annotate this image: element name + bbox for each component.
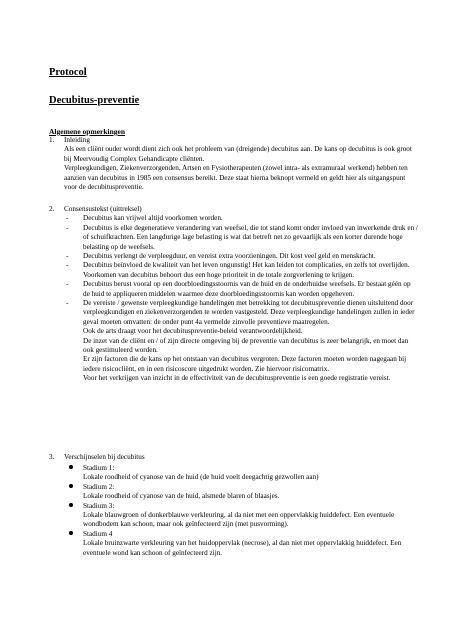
bullet-icon [69, 503, 73, 507]
bullet-icon [69, 465, 73, 469]
stadium-item [64, 530, 419, 558]
dash: - [66, 299, 69, 308]
list-item [64, 280, 419, 299]
stadium-desc: Lokale roodheid of cyanose van de huid (de huid voelt deegachtig gezwollen aan) [83, 473, 319, 482]
stadium-desc: Lokale roodheid of cyanose van de huid, alsmede blaren of blaasjes. [83, 492, 280, 501]
dash: - [66, 223, 69, 232]
list-item-text: Decubitus berust vooral op een doorbloedingsstoornis van de huid en de onderhuidse weefsels. Er bestaat géén op de huid te appliqueren middelen waarmee deze doorbloedingsstoornis kan worden opgeheven. [83, 280, 411, 298]
list-item-text: Decubitus kan vrijwel altijd voorkomen worden. [83, 214, 223, 223]
list-item-extra: Voor het verkrijgen van inzicht in de effectiviteit van de decubituspreventie is een goede registratie vereist. [83, 374, 391, 383]
list-item-text: Decubitus verlengt de verpleegduur, en vereist extra voorzieningen. Dit kost veel geld en menskracht. [83, 252, 376, 261]
section-label: Verschijnselen bij decubitus [64, 453, 145, 461]
stadium-name: Stadium 1: [83, 464, 115, 472]
section-number: 1. [49, 136, 55, 144]
stadium-name: Stadium 2: [83, 482, 115, 491]
list-item-extra: Ook de arts draagt voor het decubituspreventie-beleid verantwoordelijkheid. [83, 327, 303, 336]
list-item [64, 299, 419, 384]
section-label: Inleiding [64, 136, 90, 144]
stadium-name: Stadium 3: [83, 501, 115, 510]
section-heading: Algemene opmerkingen [49, 127, 126, 136]
paragraph: Als een cliënt ouder wordt dient zich ook het probleem van (dreigende) decubitus aan. De kans op decubitus is ook groot bij Meervoudig Complex Gehandicapte cliënten. [64, 145, 412, 163]
section-number: 3. [49, 453, 55, 461]
list-item [64, 261, 419, 280]
stadium-item [64, 464, 419, 483]
list-item [64, 214, 419, 223]
stadium-item [64, 502, 419, 530]
dash: - [66, 214, 69, 223]
list-item-extra: Er zijn factoren die de kans op het ontstaan van decubitus vergroten. Deze factoren moeten worden nagegaan bij iedere risicocliënt, en in een risicoscore uitgedrukt worden. Zie hiervoor risicomatrix. [83, 355, 407, 373]
section-body [64, 214, 419, 383]
bullet-icon [69, 484, 73, 488]
document-title: Protocol [49, 67, 87, 78]
list-item-text: Decubitus beïnvloed de kwaliteit van het leven ongunstig! Het kan leiden tot complicaties, en zelfs tot overlijden. Voorkomen van decubitus behoort dus een hoge prioriteit in de totale zorgverlening te krijgen. [83, 261, 410, 279]
section-label: Consensustekst (uittreksel) [64, 205, 142, 213]
dash: - [66, 261, 69, 270]
stadium-desc: Lokale bruinzwarte verkleuring van het huidoppervlak (necrose), al dan niet met oppervlakkig huiddefect. Een eventuele wond kan schoon of geïnfecteerd zijn. [83, 539, 402, 557]
dash: - [66, 252, 69, 261]
stadium-name: Stadium 4 [83, 529, 113, 538]
list-item [64, 224, 419, 252]
list-item-text: Decubitus is elke degeneratieve verandering van weefsel, die tot stand komt onder invloed van inwerkende druk en / of schuifkrachten. Een langdurige lage belasting is wat dat betreft net zo gevaarlijk als een korter durende hoge belasting op de weefsels. [83, 223, 418, 251]
section-body [64, 464, 419, 558]
list-item-text: De vereiste / gewenste verpleegkundige handelingen met betrekking tot decubituspreventie dienen uitsluitend door verpleegkundigen en ziekenverzorgenden te worden vastgesteld. Deze verpleegkundige handelingen zullen in ieder geval moeten omvatten: de onder punt 4a vermelde zinvolle preventieve maatregelen. [83, 299, 415, 326]
document-subtitle: Decubitus-preventie [49, 95, 140, 106]
stadium-item [64, 483, 419, 502]
stadium-desc: Lokale blauwgroen of donkerblauwe verkleuring, al da niet met een oppervlakkig huiddefect. Een eventuele wondbodem kan schoon, maar ook geïnfecteerd zijn (met pusvorming). [83, 511, 395, 529]
section-body [64, 145, 419, 192]
list-item-extra: De inzet van de cliënt en / of zijn directe omgeving bij de preventie van decubitus is zeer belangrijk, en moet dan ook gestimuleerd worden. [83, 336, 409, 355]
list-item [64, 252, 419, 261]
dash: - [66, 280, 69, 289]
bullet-icon [69, 531, 73, 535]
paragraph: Verpleegkundigen, Ziekenverzorgenden, Artsen en Fysiotherapeuten (zowel intra- als extramuraal werkend) hebben ten aanzien van decubitus in 1985 een consensus bereikt. Deze staat hierna beknopt vermeld en geldt hier als uitgangspunt voor de decubituspreventie. [64, 164, 408, 192]
section-number: 2. [49, 205, 55, 213]
